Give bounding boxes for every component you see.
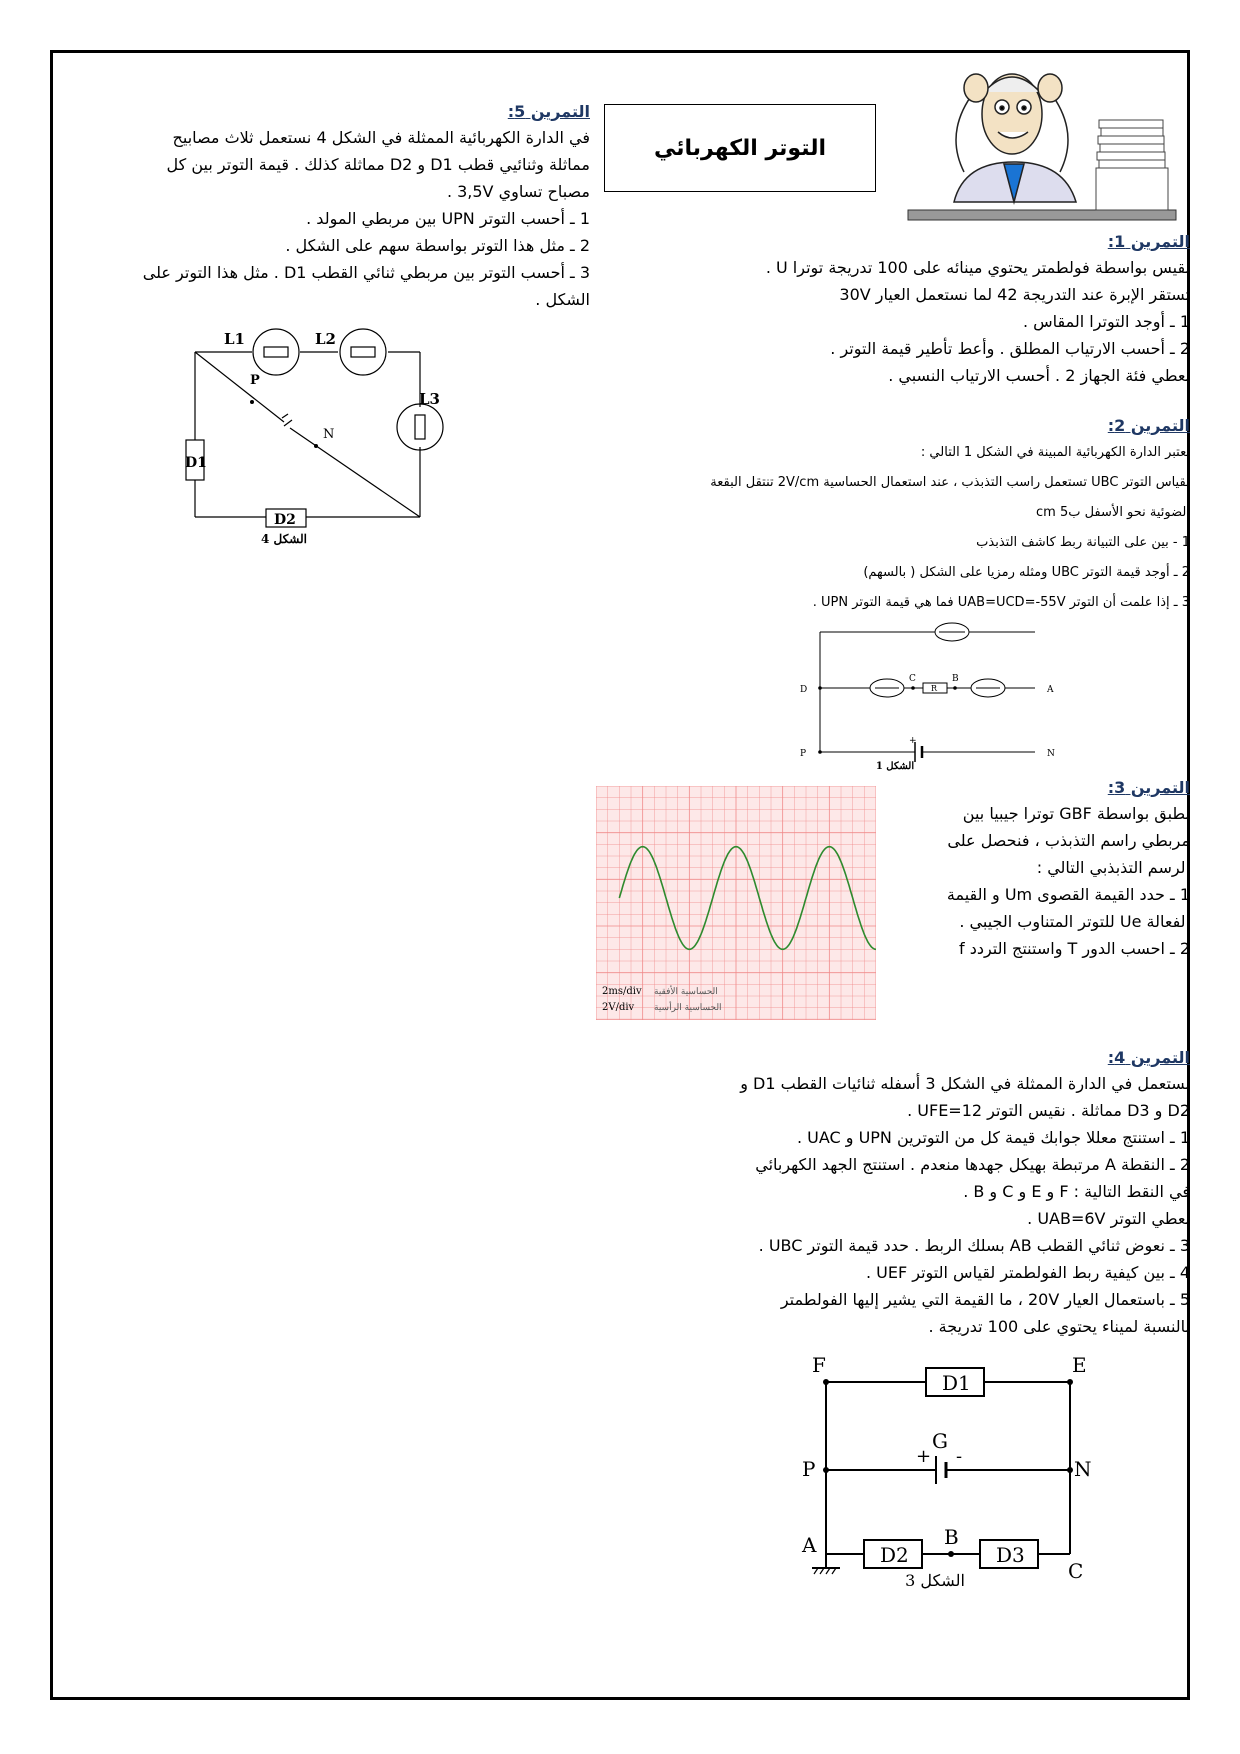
figure-3-circuit	[800, 1352, 1100, 1592]
label-D1: D1	[942, 1371, 971, 1395]
exercise-5-line: مماثلة وثنائيي قطب D1 و D2 مماثلة كذلك . قيمة التوتر بين كل	[166, 155, 590, 174]
exercise-5-title: التمرين 5:	[507, 102, 590, 121]
label-D2: D2	[274, 512, 296, 528]
label-G: G	[932, 1429, 948, 1453]
figure-1-circuit	[795, 622, 1060, 772]
exercise-4-line: 5 ـ باستعمال العيار 20V ، ما القيمة التي يشير إليها الفولطمتر	[780, 1290, 1190, 1309]
exercise-3-title: التمرين 3:	[1107, 778, 1190, 797]
exercise-3-line: الرسم التذبذبي التالي :	[1036, 858, 1190, 877]
label-C: C	[909, 674, 916, 684]
exercise-3-line: نطبق بواسطة GBF توترا جيبيا بين	[962, 804, 1190, 823]
exercise-3-line: 2 ـ احسب الدور T واستنتج التردد f	[958, 939, 1190, 958]
exercise-5-line: الشكل .	[535, 290, 590, 309]
cartoon-illustration	[904, 52, 1182, 222]
label-D: D	[800, 685, 808, 695]
exercise-5	[50, 100, 590, 313]
exercise-3-line: 1 ـ حدد القيمة القصوى Um و القيمة	[946, 885, 1190, 904]
label-A: A	[1047, 685, 1054, 695]
label-B: B	[944, 1525, 959, 1549]
label-L2: L2	[315, 330, 336, 348]
scope-label-h: الحساسية الأفقية	[654, 987, 718, 997]
label-A: A	[802, 1533, 817, 1557]
exercise-1	[650, 230, 1190, 389]
figure-4-caption: الشكل 4	[261, 532, 307, 546]
figure-4-circuit	[180, 322, 460, 552]
exercise-5-line: مصباح تساوي 3,5V .	[446, 182, 590, 201]
exercise-2-line: 2 ـ أوجد قيمة التوتر UBC ومثله رمزيا على الشكل ( بالسهم)	[863, 565, 1190, 580]
exercise-1-line: تستقر الإبرة عند التدريجة 42 لما نستعمل العيار 30V	[839, 285, 1190, 304]
exercise-2-line: نعتبر الدارة الكهربائية المبينة في الشكل 1 التالي :	[920, 445, 1190, 460]
exercise-4-line: بالنسبة لميناء يحتوي على 100 تدريجة .	[928, 1317, 1190, 1336]
label-plus: +	[916, 1446, 932, 1467]
man-figure	[954, 74, 1076, 202]
exercise-5-line: 2 ـ مثل هذا التوتر بواسطة سهم على الشكل .	[285, 236, 590, 255]
exercise-5-line: 3 ـ أحسب التوتر بين مربطي ثنائي القطب D1 . مثل هذا التوتر على	[142, 263, 590, 282]
exercise-4-line: نستعمل في الدارة الممثلة في الشكل 3 أسفله ثنائيات القطب D1 و	[740, 1074, 1190, 1093]
figure-1-caption: الشكل 1	[875, 761, 915, 772]
label-B: B	[952, 674, 959, 684]
label-D1: D1	[185, 455, 207, 471]
exercise-4-line: في النقط التالية : F و E و C و B .	[963, 1182, 1190, 1201]
label-C: C	[1068, 1559, 1084, 1583]
label-E: E	[1072, 1353, 1087, 1377]
scope-sensitivity-v: 2V/div	[602, 1002, 635, 1013]
exercise-4-line: 2 ـ النقطة A مرتبطة بهيكل جهدها منعدم . استنتج الجهد الكهربائي	[755, 1155, 1190, 1174]
label-N: N	[1047, 749, 1055, 759]
exercise-1-line: 2 ـ أحسب الارتياب المطلق . وأعط تأطير قيمة التوتر .	[830, 339, 1190, 358]
scope-sensitivity-h: 2ms/div	[602, 986, 642, 997]
exercise-4-line: 4 ـ بين كيفية ربط الفولطمتر لقياس التوتر UEF .	[865, 1263, 1190, 1282]
label-L1: L1	[224, 330, 245, 348]
label-plus: +	[909, 736, 917, 746]
label-D3: D3	[996, 1543, 1025, 1567]
exercise-2-line: لقياس التوتر UBC تستعمل راسب التذبذب ، عند استعمال الحساسية 2V/cm تنتقل البقعة	[710, 475, 1190, 490]
label-F: F	[812, 1353, 826, 1377]
exercise-1-line: 1 ـ أوجد التوترا المقاس .	[1022, 312, 1190, 331]
label-P: P	[800, 749, 807, 759]
label-N: N	[1074, 1457, 1092, 1481]
label-R: R	[931, 684, 938, 693]
exercise-2-line: الضوئية نحو الأسفل ب5 cm	[1035, 505, 1190, 520]
exercise-4-line: D2 و D3 مماثلة . نقيس التوتر UFE=12 .	[907, 1101, 1190, 1120]
exercise-2-line: 1 - بين على التبيانة ربط كاشف التذبذب	[976, 535, 1190, 550]
exercise-4-line: 1 ـ استنتج معللا جوابك قيمة كل من التوترين UPN و UAC .	[796, 1128, 1190, 1147]
exercise-3	[860, 776, 1190, 962]
exercise-1-line: نقيس بواسطة فولطمتر يحتوي مينائه على 100 تدريجة توترا U .	[765, 258, 1190, 277]
exercise-1-line: نعطي فئة الجهاز 2 . أحسب الارتياب النسبي .	[888, 366, 1190, 385]
label-minus: -	[956, 1446, 963, 1467]
oscillogram-chart	[596, 786, 876, 1020]
exercise-5-line: في الدارة الكهربائية الممثلة في الشكل 4 نستعمل ثلاث مصابيح	[172, 128, 590, 147]
exercise-3-line: الفعالة Ue للتوتر المتناوب الجيبي .	[959, 912, 1190, 931]
exercise-3-line: مربطي راسم التذبذب ، فنحصل على	[947, 831, 1190, 850]
exercise-5-line: 1 ـ أحسب التوتر UPN بين مربطي المولد .	[306, 209, 590, 228]
exercise-4-line: نعطي التوتر UAB=6V .	[1027, 1209, 1190, 1228]
exercise-2-line: 3 ـ إذا علمت أن التوتر UAB=UCD=-55V فما هي قيمة التوتر UPN .	[812, 595, 1190, 610]
label-L3: L3	[419, 390, 440, 408]
label-N: N	[323, 427, 335, 442]
exercise-2	[630, 414, 1190, 618]
scope-label-v: الحساسية الرأسية	[654, 1003, 722, 1013]
exercise-2-title: التمرين 2:	[1107, 416, 1190, 435]
paper-stack	[1096, 120, 1168, 210]
exercise-1-title: التمرين 1:	[1107, 232, 1190, 251]
exercise-4	[610, 1046, 1190, 1340]
page-title: التوتر الكهربائي	[604, 104, 876, 192]
exercise-4-line: 3 ـ نعوض ثنائي القطب AB بسلك الربط . حدد قيمة التوتر UBC .	[758, 1236, 1190, 1255]
label-P: P	[802, 1457, 816, 1481]
label-D2: D2	[880, 1543, 909, 1567]
label-P: P	[250, 373, 260, 388]
exercise-4-title: التمرين 4:	[1107, 1048, 1190, 1067]
figure-3-caption: الشكل 3	[905, 1571, 965, 1590]
